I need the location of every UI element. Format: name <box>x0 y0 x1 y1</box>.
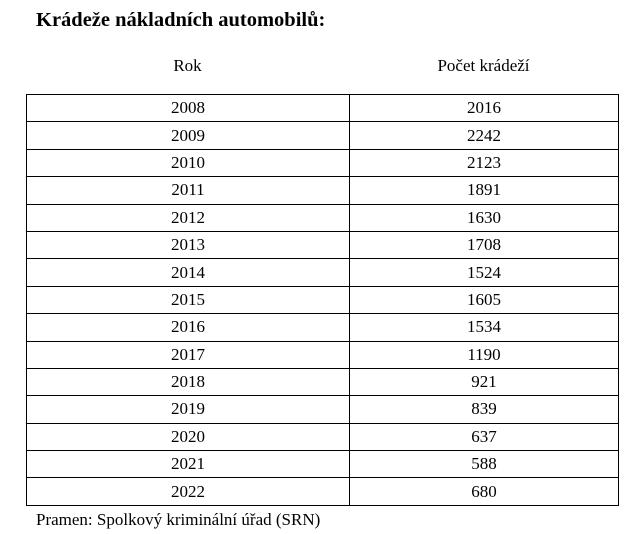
table-row <box>27 478 619 505</box>
table-row <box>27 259 619 286</box>
column-header-theft-count: Počet krádeží <box>437 56 530 75</box>
year-cell: 2019 <box>27 396 350 423</box>
source-note: Pramen: Spolkový kriminální úřad (SRN) <box>36 510 321 529</box>
table-row <box>27 286 619 313</box>
year-cell: 2013 <box>27 231 350 258</box>
table-row <box>27 451 619 478</box>
theft-count-cell: 839 <box>350 396 619 423</box>
theft-count-cell: 1630 <box>350 204 619 231</box>
table-row <box>27 204 619 231</box>
year-cell: 2011 <box>27 177 350 204</box>
thefts-table <box>26 94 619 506</box>
table-row <box>27 122 619 149</box>
theft-count-cell: 1190 <box>350 341 619 368</box>
year-cell: 2018 <box>27 368 350 395</box>
year-cell: 2009 <box>27 122 350 149</box>
theft-count-cell: 588 <box>350 451 619 478</box>
column-header-year: Rok <box>173 56 202 75</box>
table-row <box>27 368 619 395</box>
year-cell: 2010 <box>27 149 350 176</box>
theft-count-cell: 2242 <box>350 122 619 149</box>
year-cell: 2021 <box>27 451 350 478</box>
year-cell: 2017 <box>27 341 350 368</box>
theft-count-cell: 680 <box>350 478 619 505</box>
table-row <box>27 231 619 258</box>
table-row <box>27 177 619 204</box>
theft-count-cell: 637 <box>350 423 619 450</box>
document-title: Krádeže nákladních automobilů: <box>36 9 326 31</box>
year-cell: 2014 <box>27 259 350 286</box>
year-cell: 2008 <box>27 95 350 122</box>
year-cell: 2022 <box>27 478 350 505</box>
theft-count-cell: 921 <box>350 368 619 395</box>
year-cell: 2015 <box>27 286 350 313</box>
theft-count-cell: 1891 <box>350 177 619 204</box>
table-row <box>27 396 619 423</box>
year-cell: 2016 <box>27 314 350 341</box>
year-cell: 2020 <box>27 423 350 450</box>
theft-count-cell: 2123 <box>350 149 619 176</box>
theft-count-cell: 2016 <box>350 95 619 122</box>
table-row <box>27 314 619 341</box>
table-body <box>27 95 619 506</box>
table-row <box>27 423 619 450</box>
theft-count-cell: 1534 <box>350 314 619 341</box>
table-row <box>27 149 619 176</box>
theft-count-cell: 1605 <box>350 286 619 313</box>
table-row <box>27 95 619 122</box>
year-cell: 2012 <box>27 204 350 231</box>
theft-count-cell: 1524 <box>350 259 619 286</box>
theft-count-cell: 1708 <box>350 231 619 258</box>
table-row <box>27 341 619 368</box>
